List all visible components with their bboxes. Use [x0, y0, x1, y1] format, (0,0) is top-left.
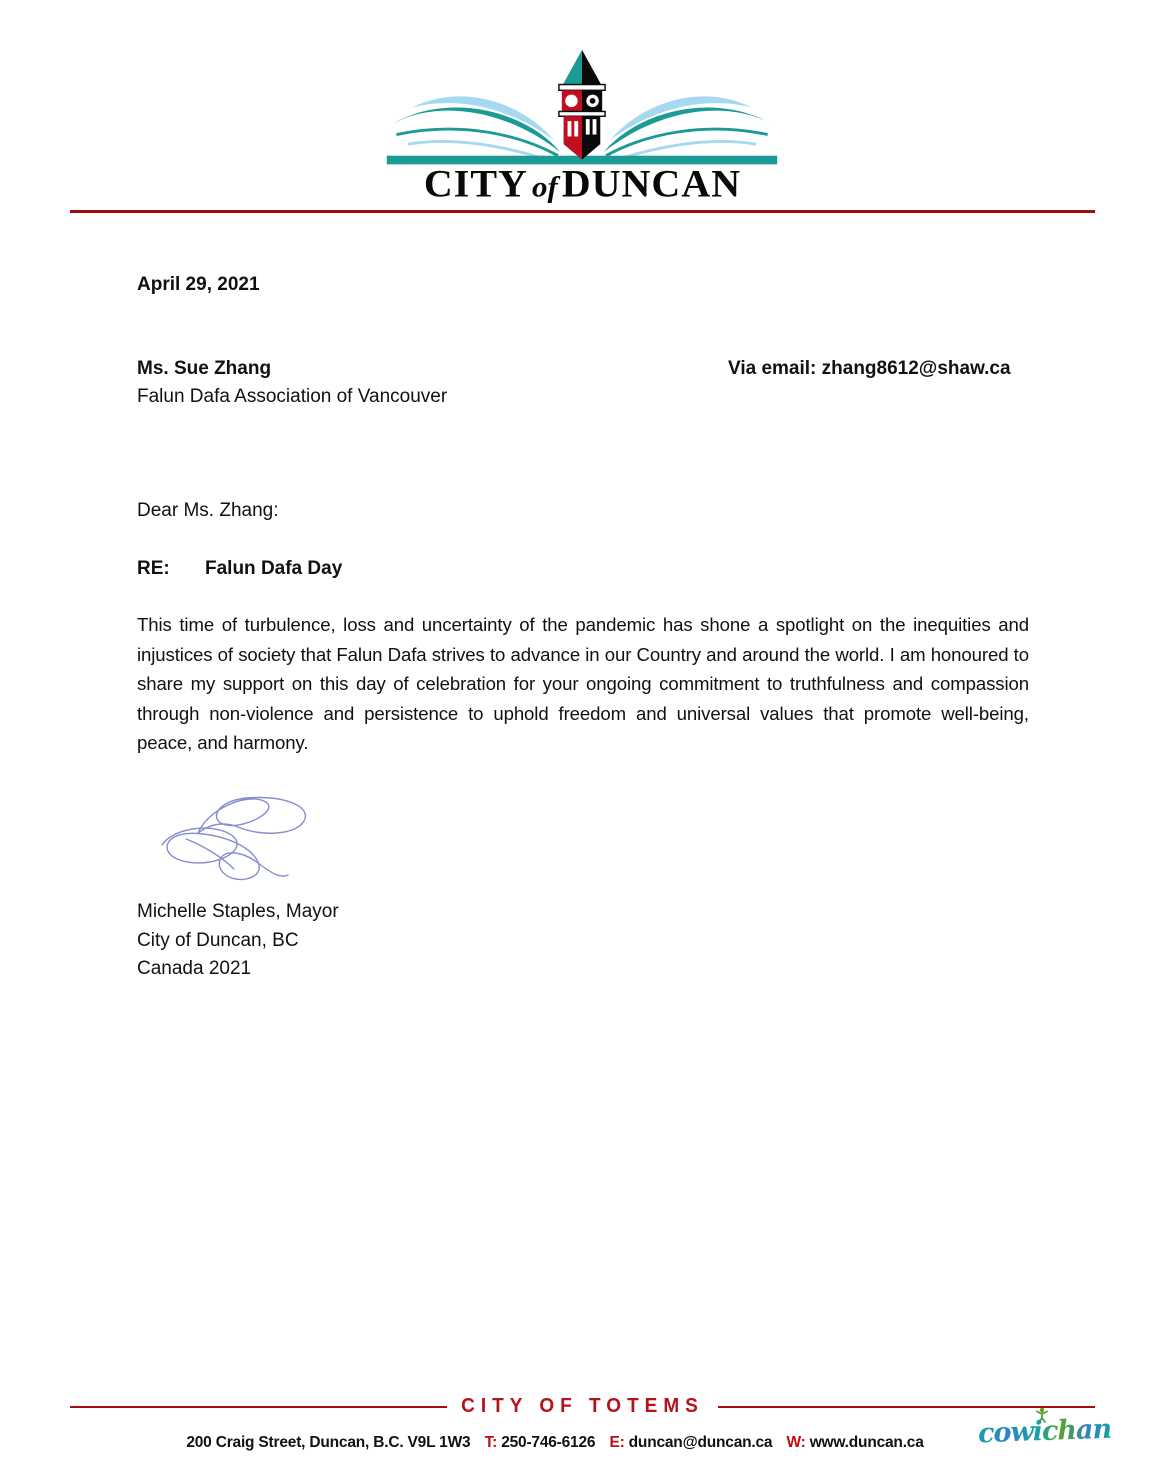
- letter-body: This time of turbulence, loss and uncertainty of the pandemic has shone a spotlight on the inequities and injustices of society that Falun Dafa strives to advance in our Country and around the world. I am honoured to share my support on this day of celebration for your ongoing commitment to truthfulness and compassion through non-violence and persistence to uphold freedom and universal values that promote well-being, peace, and harmony.: [137, 614, 1029, 753]
- city-of-totems-tagline: CITY OF TOTEMS: [461, 1395, 704, 1418]
- signoff-country: Canada 2021: [137, 958, 252, 979]
- cowichan-wordmark: cowichan: [977, 1413, 1112, 1450]
- logo-word-of: of: [531, 169, 558, 204]
- header-divider: [70, 210, 1095, 213]
- logo-wordmark: [0, 161, 1165, 207]
- recipient-organization: Falun Dafa Association of Vancouver: [137, 386, 448, 407]
- signoff-block: [137, 898, 339, 984]
- tagline-left-rule: [70, 1406, 447, 1408]
- left-swoosh: [391, 96, 560, 157]
- signoff-name: Michelle Staples, Mayor: [137, 901, 339, 922]
- footer-street-address: 200 Craig Street, Duncan, B.C. V9L 1W3: [186, 1434, 471, 1451]
- letter-date: April 29, 2021: [137, 274, 260, 295]
- re-label: RE:: [137, 558, 170, 579]
- email-label: E:: [609, 1434, 625, 1451]
- signature: [146, 783, 351, 898]
- footer-contact-line: [0, 1434, 1110, 1452]
- logo-word-city: CITY: [423, 161, 528, 206]
- email-address: duncan@duncan.ca: [628, 1434, 773, 1451]
- via-email: Via email: zhang8612@shaw.ca: [728, 358, 1011, 379]
- phone-label: T:: [484, 1434, 498, 1451]
- re-subject: Falun Dafa Day: [205, 558, 343, 579]
- right-swoosh: [604, 96, 773, 157]
- web-label: W:: [786, 1434, 806, 1451]
- footer-tagline-row: [70, 1396, 1095, 1418]
- salutation: Dear Ms. Zhang:: [137, 500, 279, 521]
- signoff-city: City of Duncan, BC: [137, 929, 299, 951]
- website-url: www.duncan.ca: [809, 1434, 924, 1451]
- city-of-duncan-logo-icon: [377, 48, 787, 173]
- logo-word-duncan: DUNCAN: [561, 161, 742, 206]
- phone-number: 250-746-6126: [501, 1434, 596, 1451]
- cowichan-logo: [977, 1413, 1112, 1466]
- recipient-name: Ms. Sue Zhang: [137, 358, 272, 379]
- clock-tower-icon: [559, 50, 605, 160]
- re-line: [137, 555, 342, 583]
